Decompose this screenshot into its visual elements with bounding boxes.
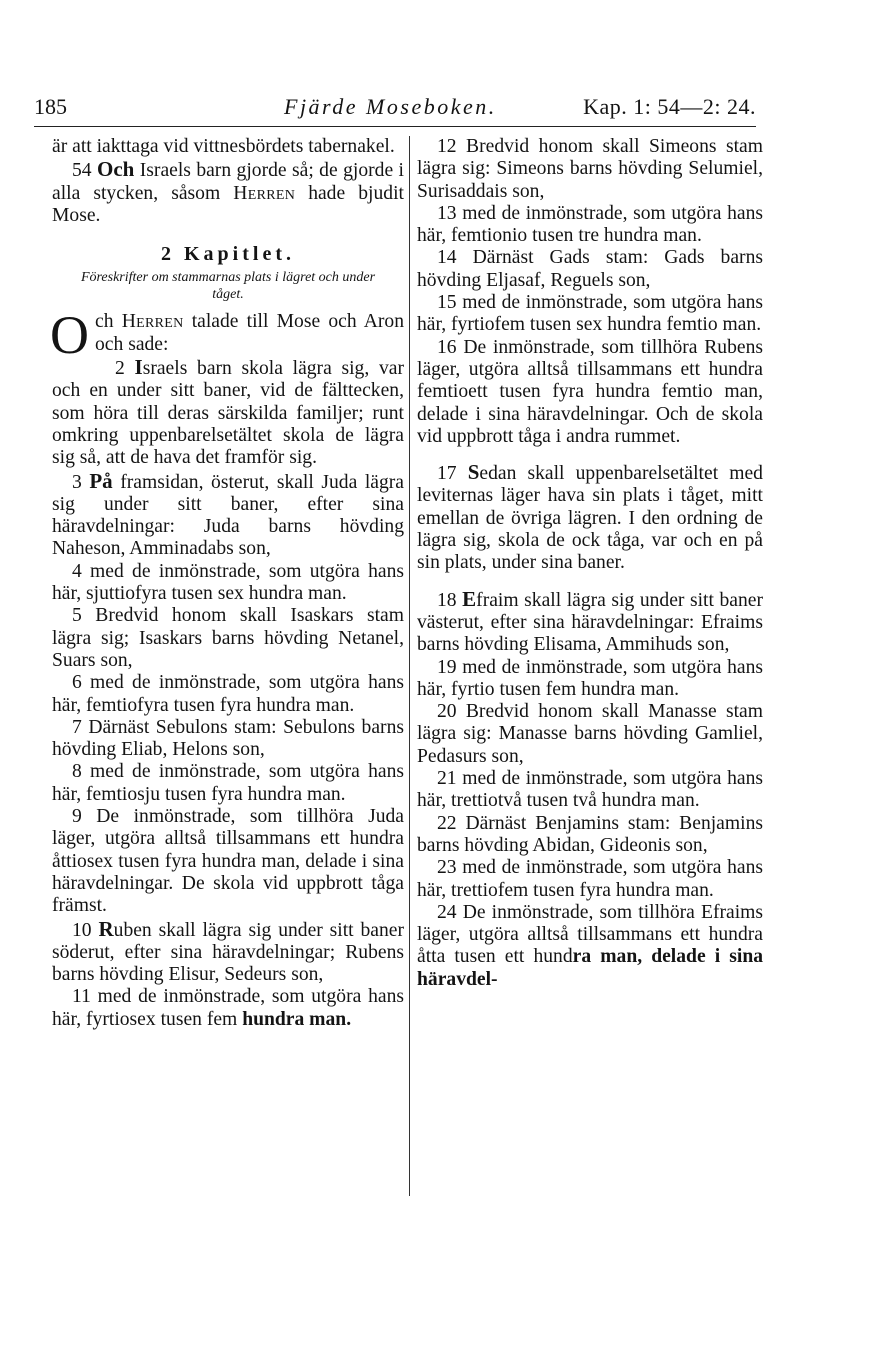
drop-cap: O bbox=[50, 305, 89, 366]
page-number: 185 bbox=[34, 94, 67, 119]
verse-10: 10 Ruben skall lägra sig under sitt baner söderut, efter sina häravdelningar; Rubens barns hövding Elisur, Sedeurs son, bbox=[52, 916, 405, 986]
verse-12: 12 Bredvid honom skall Simeons stam lägra sig: Simeons barns hövding Selumiel, Surisaddais son, bbox=[417, 136, 763, 202]
running-header bbox=[34, 92, 756, 127]
verse-24: 24 De inmönstrade, som tillhöra Efraims läger, utgöra alltså tillsammans ett hundra åtta tusen ett hundra man, delade i sina häravdel- bbox=[417, 901, 764, 990]
verse-continuation: är att iakttaga vid vittnesbördets tabernakel. bbox=[52, 136, 395, 157]
chapter-reference: Kap. 1: 54—2: 24. bbox=[583, 94, 756, 119]
verse-1: Och Herren talade till Mose och Aron och sade: bbox=[50, 305, 404, 366]
verse-22: 22 Därnäst Benjamins stam: Benjamins barns hövding Abidan, Gideonis son, bbox=[417, 812, 763, 856]
verse-15: 15 med de inmönstrade, som utgöra hans här, fyrtiofem tusen sex hundra femtio man. bbox=[417, 292, 763, 336]
verse-2: 2 Israels barn skola lägra sig, var och en under sitt baner, vid de fälttecken, som höra till deras särskilda familjer; runt omkring uppenbarelsetältet skola de lägra sig så, att de hava det framför sig. bbox=[52, 355, 404, 469]
verse-14: 14 Därnäst Gads stam: Gads barns hövding Eljasaf, Reguels son, bbox=[417, 247, 763, 291]
column-divider bbox=[409, 136, 410, 1196]
verse-16: 16 De inmönstrade, som tillhöra Rubens läger, utgöra alltså tillsammans ett hundra femtioett tusen fyra hundra femtio man, delade i sina häravdelningar. Och de skola vid uppbrott tåga i andra rummet. bbox=[417, 336, 763, 447]
verse-9: 9 De inmönstrade, som tillhöra Juda läger, utgöra alltså tillsammans ett hundra åttiosex tusen fyra hundra man, delade i sina häravdelningar. De skola vid uppbrott tåga främst. bbox=[52, 806, 404, 917]
verse-19: 19 med de inmönstrade, som utgöra hans här, fyrtio tusen fem hundra man. bbox=[417, 656, 763, 700]
verse-8: 8 med de inmönstrade, som utgöra hans här, femtiosju tusen fyra hundra man. bbox=[52, 761, 404, 805]
verse-18: 18 Efraim skall lägra sig under sitt baner västerut, efter sina häravdelningar: Efraims barns hövding Elisama, Ammihuds son, bbox=[417, 586, 764, 656]
verse-13: 13 med de inmönstrade, som utgöra hans här, femtionio tusen tre hundra man. bbox=[417, 202, 763, 247]
verse-7: 7 Därnäst Sebulons stam: Sebulons barns hövding Eliab, Helons son, bbox=[52, 716, 404, 761]
verse-4: 4 med de inmönstrade, som utgöra hans här, sjuttiofyra tusen sex hundra man. bbox=[52, 560, 404, 605]
verse-11: 11 med de inmönstrade, som utgöra hans här, fyrtiosex tusen fem hundra man. bbox=[52, 986, 404, 1030]
right-column bbox=[417, 136, 763, 991]
chapter-summary: Föreskrifter om stammarnas plats i lägret och under tåget. bbox=[80, 270, 376, 303]
chapter-heading: 2 Kapitlet. bbox=[161, 243, 295, 266]
verse-3: 3 På framsidan, österut, skall Juda lägra sig under sitt baner, efter sina häravdelningar: Juda barns hövding Naheson, Amminadabs son, bbox=[52, 468, 404, 560]
verse-21: 21 med de inmönstrade, som utgöra hans här, trettiotvå tusen två hundra man. bbox=[417, 768, 763, 812]
verse-23: 23 med de inmönstrade, som utgöra hans här, trettiofem tusen fyra hundra man. bbox=[417, 857, 763, 901]
verse-54: 54 Och Israels barn gjorde så; de gjorde i alla stycken, såsom Herren hade bjudit Mose. bbox=[52, 157, 404, 226]
running-title: Fjärde Moseboken. bbox=[284, 94, 497, 119]
verse-20: 20 Bredvid honom skall Manasse stam lägra sig: Manasse barns hövding Gamliel, Pedasurs son, bbox=[417, 701, 763, 767]
verse-5: 5 Bredvid honom skall Isaskars stam lägra sig; Isaskars barns hövding Netanel, Suars son, bbox=[52, 605, 404, 671]
verse-6: 6 med de inmönstrade, som utgöra hans här, femtiofyra tusen fyra hundra man. bbox=[52, 672, 404, 716]
verse-17: 17 Sedan skall uppenbarelsetältet med leviternas läger hava sin plats i tåget, mitt emellan de övriga lägren. I den ordning de lägra sig, skola de ock tåga, var och en på sin plats, under sina baner. bbox=[417, 460, 763, 574]
left-column bbox=[52, 136, 404, 1031]
